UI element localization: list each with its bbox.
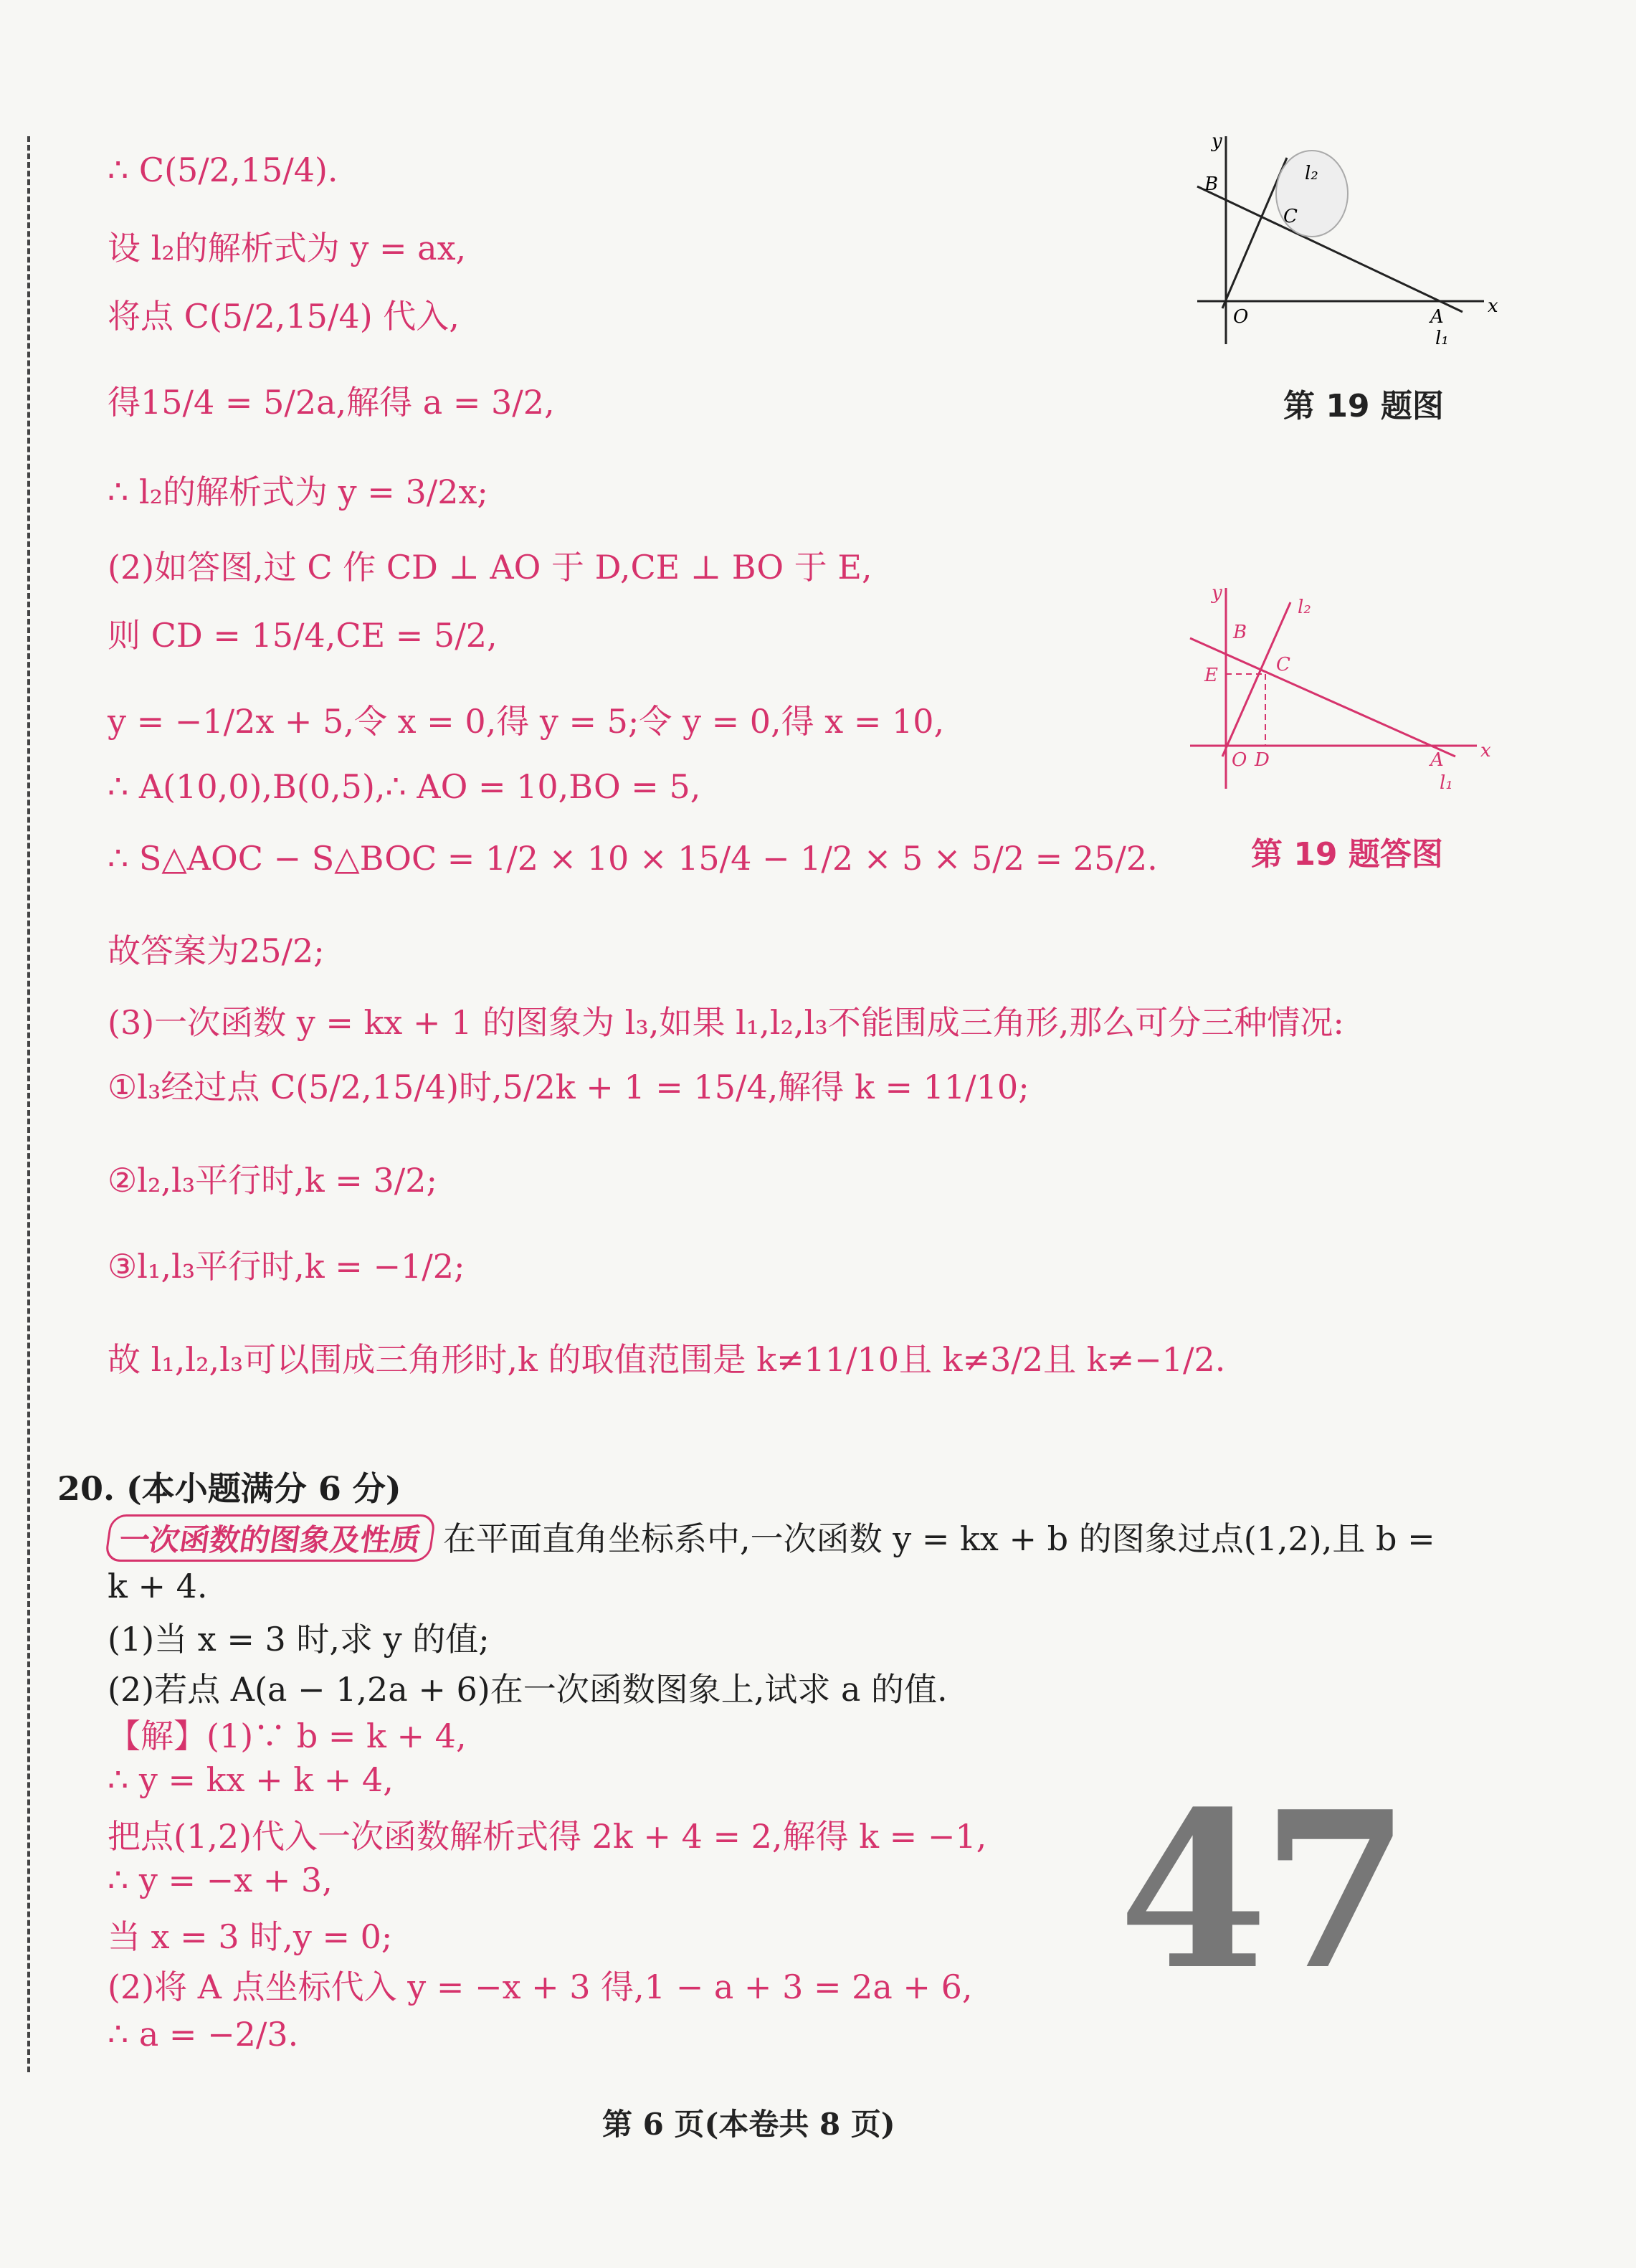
problem20-stem-2: k + 4. <box>108 1567 208 1605</box>
problem20-solution-2: ∴ y = kx + k + 4, <box>108 1760 394 1799</box>
problem20-solution-3: 把点(1,2)代入一次函数解析式得 2k + 4 = 2,解得 k = −1, <box>108 1817 987 1856</box>
fig1-caption: 第 19 题图 <box>1283 388 1444 424</box>
sol19-line-8: y = −1/2x + 5,令 x = 0,得 y = 5;令 y = 0,得 x = 10, <box>108 702 945 741</box>
problem20-solution-7: ∴ a = −2/3. <box>108 2015 299 2054</box>
fig2-d-label: D <box>1255 749 1270 771</box>
fig2-y-label: y <box>1212 582 1222 604</box>
sol19-line-14: ②l₂,l₃平行时,k = 3/2; <box>108 1161 437 1200</box>
problem20-stem-text: 在平面直角坐标系中,一次函数 y = kx + b 的图象过点(1,2),且 b = <box>443 1519 1435 1558</box>
fig1-l1-label: l₁ <box>1435 328 1449 349</box>
sol19-line-10: ∴ S△AOC − S△BOC = 1/2 × 10 × 15/4 − 1/2 × 5 × 5/2 = 25/2. <box>108 839 1158 878</box>
fig2-o-label: O <box>1232 749 1247 771</box>
fig1-l2-label: l₂ <box>1305 163 1318 184</box>
fig1-o-label: O <box>1233 306 1249 328</box>
dashed-margin-rule <box>27 136 30 2072</box>
sol19-line-9: ∴ A(10,0),B(0,5),∴ AO = 10,BO = 5, <box>108 767 701 806</box>
sol19-line-1: ∴ C(5/2,15/4). <box>108 151 338 189</box>
fig2-c-label: C <box>1276 654 1290 675</box>
sol19-line-3: 将点 C(5/2,15/4) 代入, <box>108 297 460 336</box>
sol19-line-11: 故答案为25/2; <box>108 931 325 970</box>
figure-19-answer <box>1183 581 1498 803</box>
fig2-x-label: x <box>1480 740 1491 761</box>
problem20-tag: 一次函数的图象及性质 <box>104 1514 436 1562</box>
fig1-y-label: y <box>1212 131 1222 152</box>
fig1-x-label: x <box>1488 295 1498 317</box>
sol19-line-15: ③l₁,l₃平行时,k = −1/2; <box>108 1247 465 1286</box>
figure-19 <box>1183 129 1498 359</box>
problem20-solution-1: 【解】(1)∵ b = k + 4, <box>108 1717 467 1755</box>
fig2-e-label: E <box>1204 665 1218 686</box>
fig2-caption: 第 19 题答图 <box>1251 836 1443 873</box>
fig2-l1-label: l₁ <box>1440 772 1453 794</box>
problem20-header: 20. (本小题满分 6 分) <box>57 1469 401 1508</box>
score-stamp: 47 <box>1118 1764 1404 2017</box>
fig1-b-label: B <box>1204 174 1219 195</box>
problem20-q2: (2)若点 A(a − 1,2a + 6)在一次函数图象上,试求 a 的值. <box>108 1670 948 1709</box>
sol19-line-6: (2)如答图,过 C 作 CD ⊥ AO 于 D,CE ⊥ BO 于 E, <box>108 548 872 587</box>
problem20-solution-6: (2)将 A 点坐标代入 y = −x + 3 得,1 − a + 3 = 2a + 6, <box>108 1968 973 2006</box>
sol19-line-12: (3)一次函数 y = kx + 1 的图象为 l₃,如果 l₁,l₂,l₃不能围成三角形,那么可分三种情况: <box>108 1003 1344 1042</box>
sol19-line-2: 设 l₂的解析式为 y = ax, <box>108 229 467 267</box>
sol19-line-4: 得15/4 = 5/2a,解得 a = 3/2, <box>108 383 555 422</box>
fig1-a-label: A <box>1430 306 1444 328</box>
sol19-line-5: ∴ l₂的解析式为 y = 3/2x; <box>108 473 488 511</box>
page-footer: 第 6 页(本卷共 8 页) <box>602 2107 895 2142</box>
fig2-a-label: A <box>1430 749 1444 771</box>
sol19-line-13: ①l₃经过点 C(5/2,15/4)时,5/2k + 1 = 15/4,解得 k = 11/10; <box>108 1068 1029 1106</box>
fig2-b-label: B <box>1233 622 1247 643</box>
problem20-stem <box>108 1513 1435 1562</box>
problem20-q1: (1)当 x = 3 时,求 y 的值; <box>108 1620 490 1659</box>
problem20-solution-4: ∴ y = −x + 3, <box>108 1861 333 1899</box>
sol19-line-7: 则 CD = 15/4,CE = 5/2, <box>108 616 498 655</box>
fig2-l2-label: l₂ <box>1298 597 1311 618</box>
fig1-c-label: C <box>1283 206 1298 227</box>
problem20-solution-5: 当 x = 3 时,y = 0; <box>108 1917 393 1956</box>
sol19-line-16: 故 l₁,l₂,l₃可以围成三角形时,k 的取值范围是 k≠11/10且 k≠3/2且 k≠−1/2. <box>108 1340 1226 1379</box>
